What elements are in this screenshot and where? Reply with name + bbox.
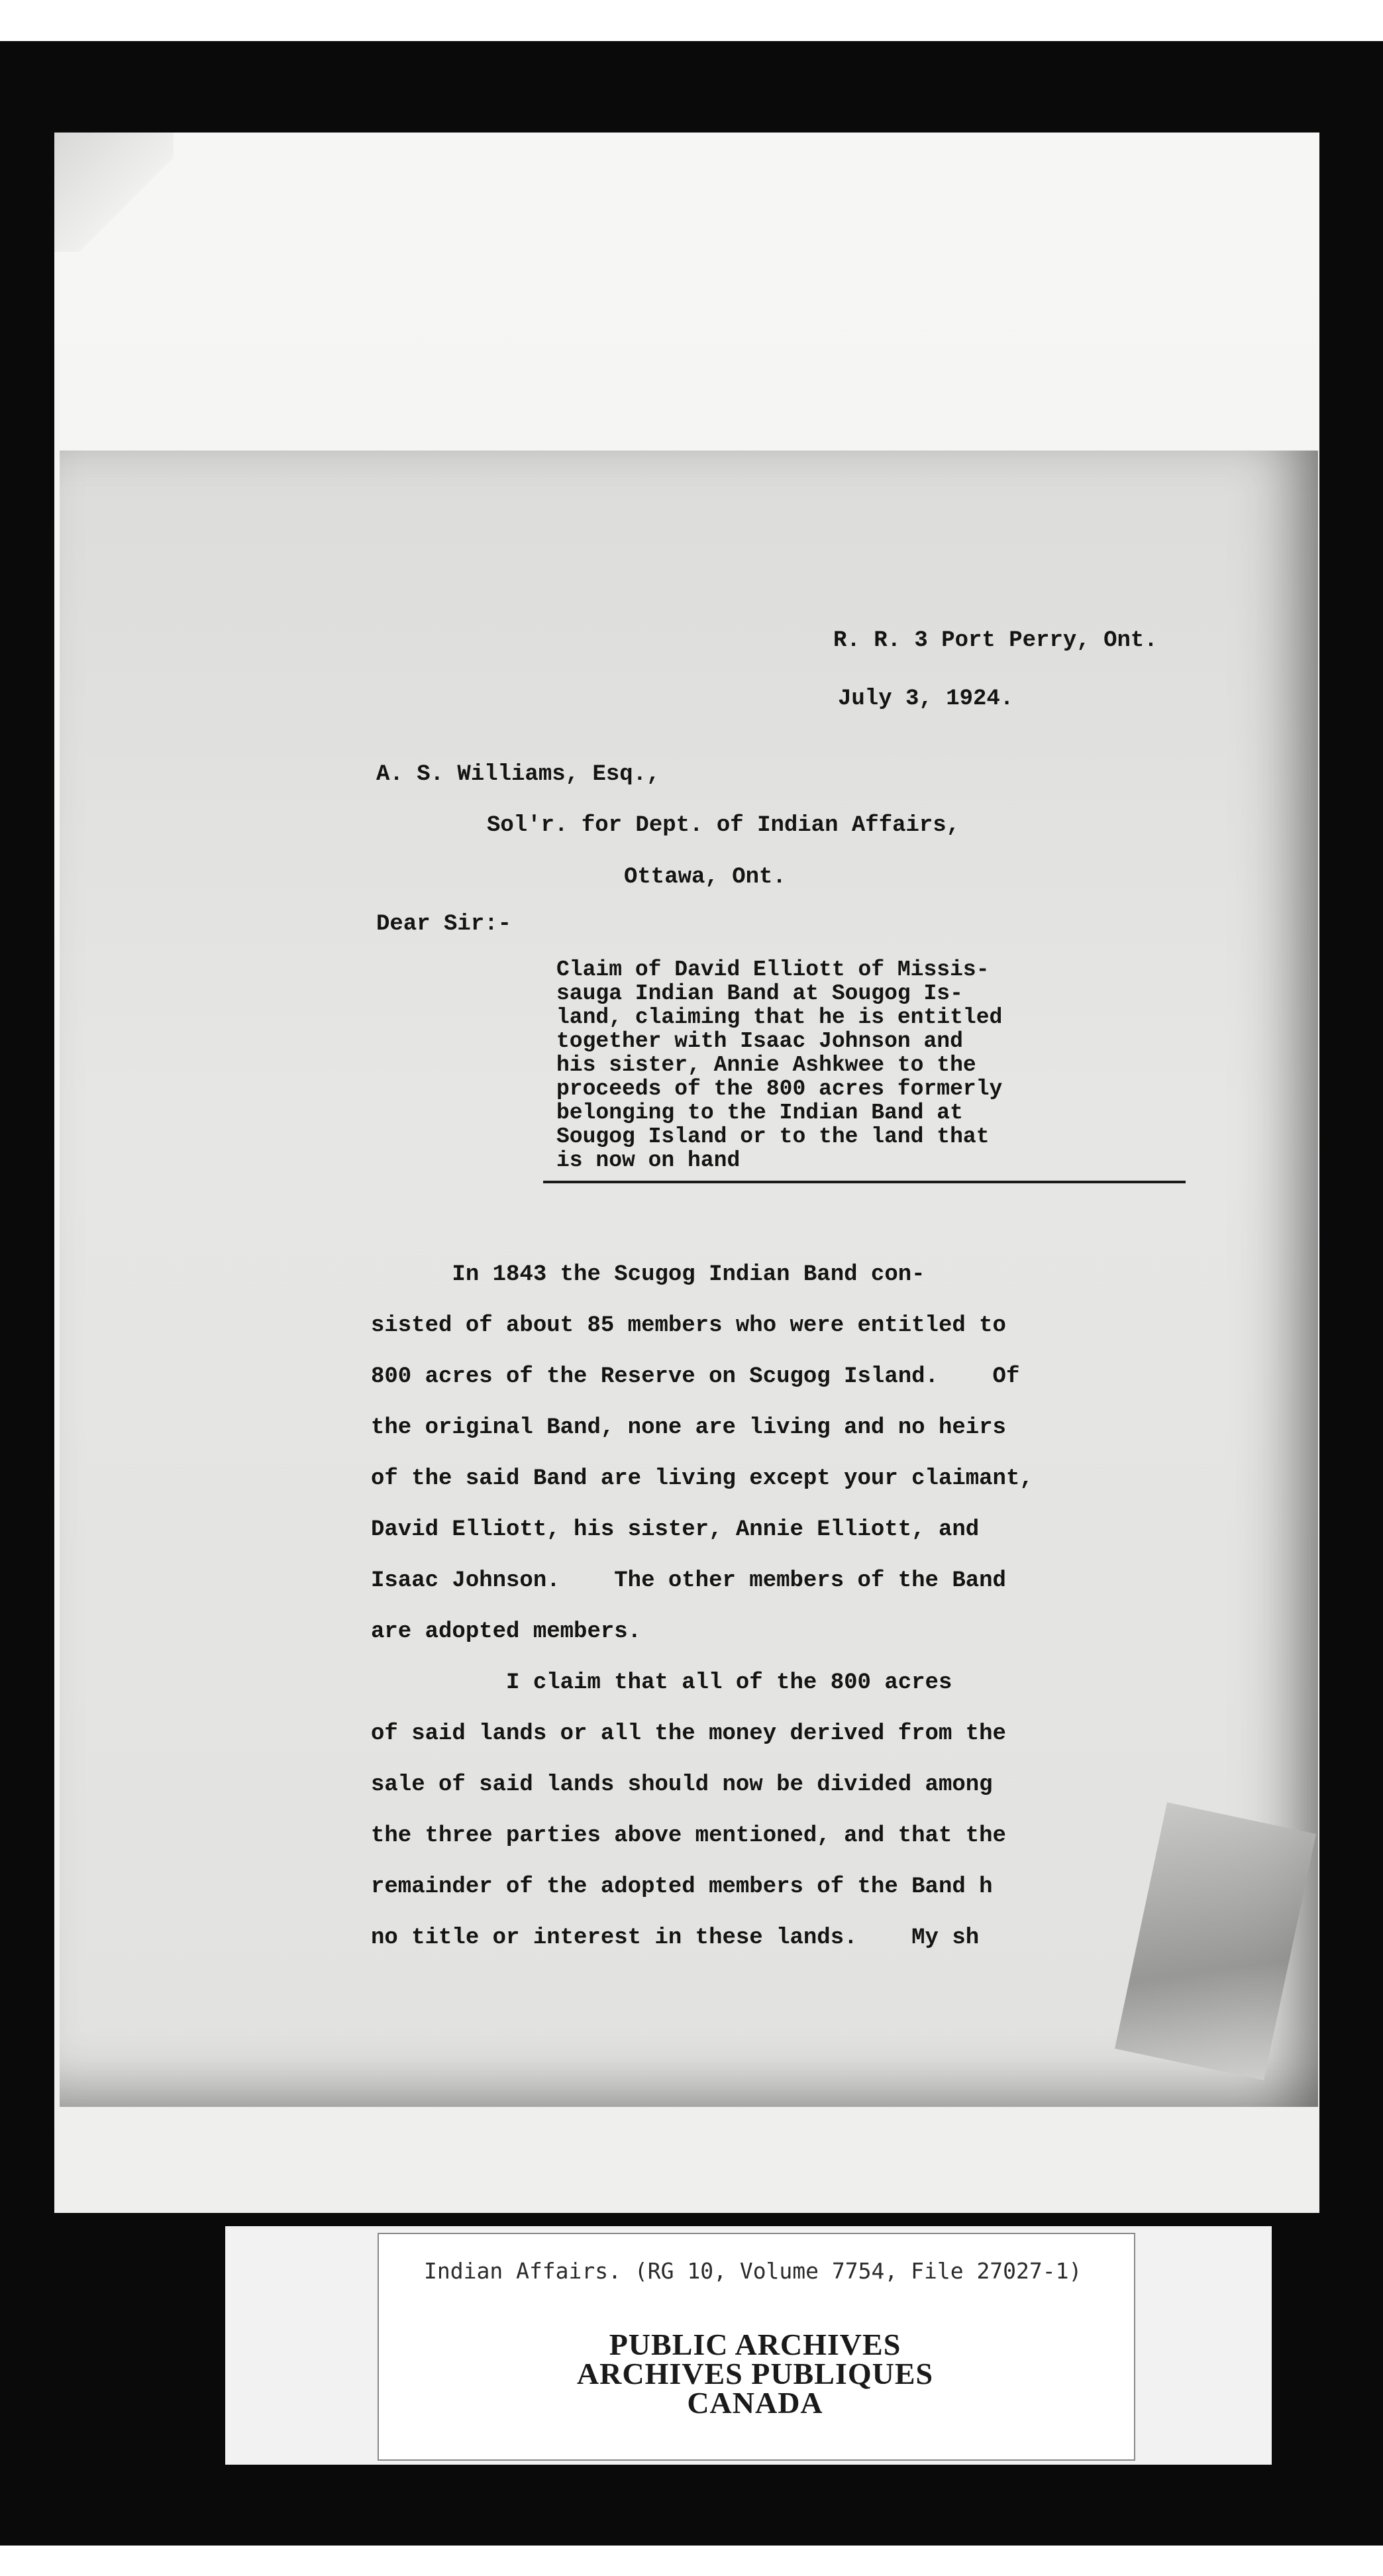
body-line: In 1843 the Scugog Indian Band con- bbox=[371, 1262, 925, 1287]
subject-line: Claim of David Elliott of Missis- bbox=[556, 957, 990, 982]
subject-line: his sister, Annie Ashkwee to the bbox=[556, 1053, 976, 1077]
subject-line: together with Isaac Johnson and bbox=[556, 1029, 963, 1053]
subject-line: land, claiming that he is entitled bbox=[556, 1005, 1003, 1030]
body-line: the three parties above mentioned, and that the bbox=[371, 1823, 1006, 1849]
body-line: David Elliott, his sister, Annie Elliott, and bbox=[371, 1517, 980, 1542]
body-line: of the said Band are living except your claimant, bbox=[371, 1466, 1033, 1491]
body-line: remainder of the adopted members of the Band h bbox=[371, 1874, 993, 1900]
archive-name-fr: ARCHIVES PUBLIQUES bbox=[576, 2357, 934, 2390]
body-line: sisted of about 85 members who were entitled to bbox=[371, 1313, 1006, 1338]
recipient-city: Ottawa, Ont. bbox=[624, 865, 786, 890]
subject-block bbox=[556, 958, 1192, 1173]
body-line: the original Band, none are living and no heirs bbox=[371, 1415, 1006, 1440]
subject-line: proceeds of the 800 acres formerly bbox=[556, 1077, 1003, 1101]
subject-line: is now on hand bbox=[556, 1148, 741, 1173]
subject-line: belonging to the Indian Band at bbox=[556, 1100, 963, 1125]
subject-underline bbox=[543, 1181, 1186, 1183]
body-line: I claim that all of the 800 acres bbox=[371, 1670, 952, 1695]
letter-date: July 3, 1924. bbox=[838, 686, 1014, 712]
archive-name-en: PUBLIC ARCHIVES bbox=[609, 2328, 901, 2361]
archive-reference: Indian Affairs. (RG 10, Volume 7754, File 27027-1) bbox=[424, 2258, 1082, 2284]
recipient-title: Sol'r. for Dept. of Indian Affairs, bbox=[487, 813, 960, 838]
subject-line: Sougog Island or to the land that bbox=[556, 1124, 990, 1149]
letter-body bbox=[371, 1250, 1166, 1964]
sender-address: R. R. 3 Port Perry, Ont. bbox=[833, 628, 1158, 653]
body-line: sale of said lands should now be divided among bbox=[371, 1772, 993, 1798]
recipient-name: A. S. Williams, Esq., bbox=[376, 762, 660, 787]
body-line: no title or interest in these lands. My sh bbox=[371, 1925, 980, 1951]
body-line: of said lands or all the money derived from the bbox=[371, 1721, 1006, 1746]
body-line: are adopted members. bbox=[371, 1619, 642, 1644]
body-line: Isaac Johnson. The other members of the Band bbox=[371, 1568, 1006, 1593]
subject-line: sauga Indian Band at Sougog Is- bbox=[556, 981, 963, 1006]
body-line: 800 acres of the Reserve on Scugog Island. Of bbox=[371, 1364, 1020, 1389]
archive-country: CANADA bbox=[687, 2386, 823, 2420]
salutation: Dear Sir:- bbox=[376, 912, 512, 937]
